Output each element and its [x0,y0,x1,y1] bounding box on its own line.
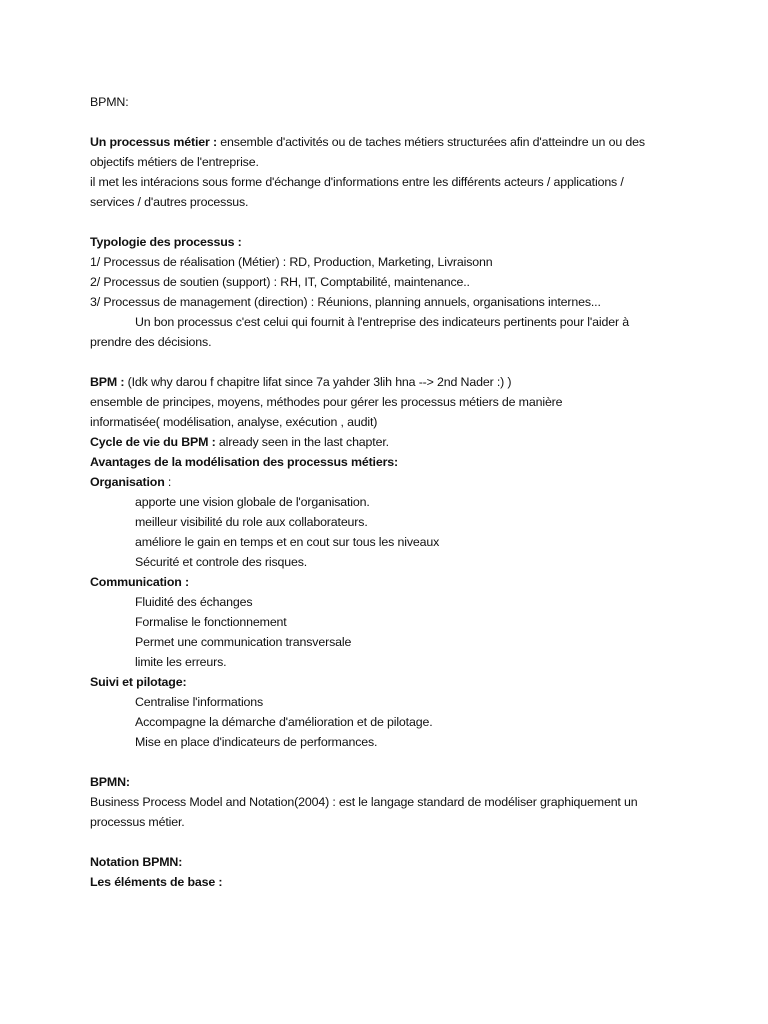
bpm-line [90,372,690,392]
communication-item-3: Permet une communication transversale [135,635,352,649]
spacer [90,752,690,772]
organisation-item-1: apporte une vision globale de l'organisation. [135,495,370,509]
typologie-heading: Typologie des processus : [90,235,242,249]
organisation-item-2: meilleur visibilité du role aux collaborateurs. [135,515,368,529]
typologie-item-2: 2/ Processus de soutien (support) : RH, IT, Comptabilité, maintenance.. [90,275,470,289]
bpmn-def-1: Business Process Model and Notation(2004) : est le langage standard de modéliser graphiquement un [90,795,638,809]
bpm-def-2: informatisée( modélisation, analyse, exécution , audit) [90,415,378,429]
processus-def-4: services / d'autres processus. [90,195,249,209]
processus-definition-line-1 [90,132,690,152]
organisation-heading: Organisation [90,475,165,489]
suivi-item-1: Centralise l'informations [135,695,264,709]
bpm-def-1: ensemble de principes, moyens, méthodes pour gérer les processus métiers de manière [90,395,563,409]
organisation-item-3: améliore le gain en temps et en cout sur tous les niveaux [135,535,440,549]
document-page [90,92,690,892]
bpm-cycle-text: already seen in the last chapter. [215,435,389,449]
suivi-item-2: Accompagne la démarche d'amélioration et de pilotage. [135,715,433,729]
spacer [90,352,690,372]
bpmn-heading: BPMN: [90,775,130,789]
typologie-item-3: 3/ Processus de management (direction) : Réunions, planning annuels, organisations internes... [90,295,601,309]
communication-item-1: Fluidité des échanges [135,595,253,609]
processus-term: Un processus métier : [90,135,217,149]
spacer [90,212,690,232]
bpm-cycle-term: Cycle de vie du BPM : [90,435,216,449]
spacer [90,112,690,132]
spacer [90,832,690,852]
bpmn-def-2: processus métier. [90,815,185,829]
communication-item-2: Formalise le fonctionnement [135,615,287,629]
processus-def-3: il met les intéracions sous forme d'échange d'informations entre les différents acteurs / applications / [90,175,624,189]
bpm-cycle-line [90,432,690,452]
typologie-note-1: Un bon processus c'est celui qui fournit à l'entreprise des indicateurs pertinents pour l'aider à [135,315,629,329]
avantages-heading: Avantages de la modélisation des processus métiers: [90,455,398,469]
organisation-item-4: Sécurité et controle des risques. [135,555,308,569]
notation-heading: Notation BPMN: [90,855,183,869]
bpm-aside: (Idk why darou f chapitre lifat since 7a yahder 3lih hna --> 2nd Nader :) ) [124,375,512,389]
typologie-note-2: prendre des décisions. [90,335,212,349]
suivi-heading: Suivi et pilotage: [90,675,187,689]
processus-def-1: ensemble d'activités ou de taches métiers structurées afin d'atteindre un ou des [217,135,645,149]
doc-title: BPMN: [90,95,129,109]
processus-def-2: objectifs métiers de l'entreprise. [90,155,259,169]
bpm-term: BPM : [90,375,125,389]
communication-heading: Communication : [90,575,189,589]
notation-sub-heading: Les éléments de base : [90,875,223,889]
suivi-item-3: Mise en place d'indicateurs de performances. [135,735,378,749]
organisation-heading-line [90,472,690,492]
communication-item-4: limite les erreurs. [135,655,227,669]
organisation-colon: : [164,475,172,489]
typologie-item-1: 1/ Processus de réalisation (Métier) : RD, Production, Marketing, Livraisonn [90,255,493,269]
